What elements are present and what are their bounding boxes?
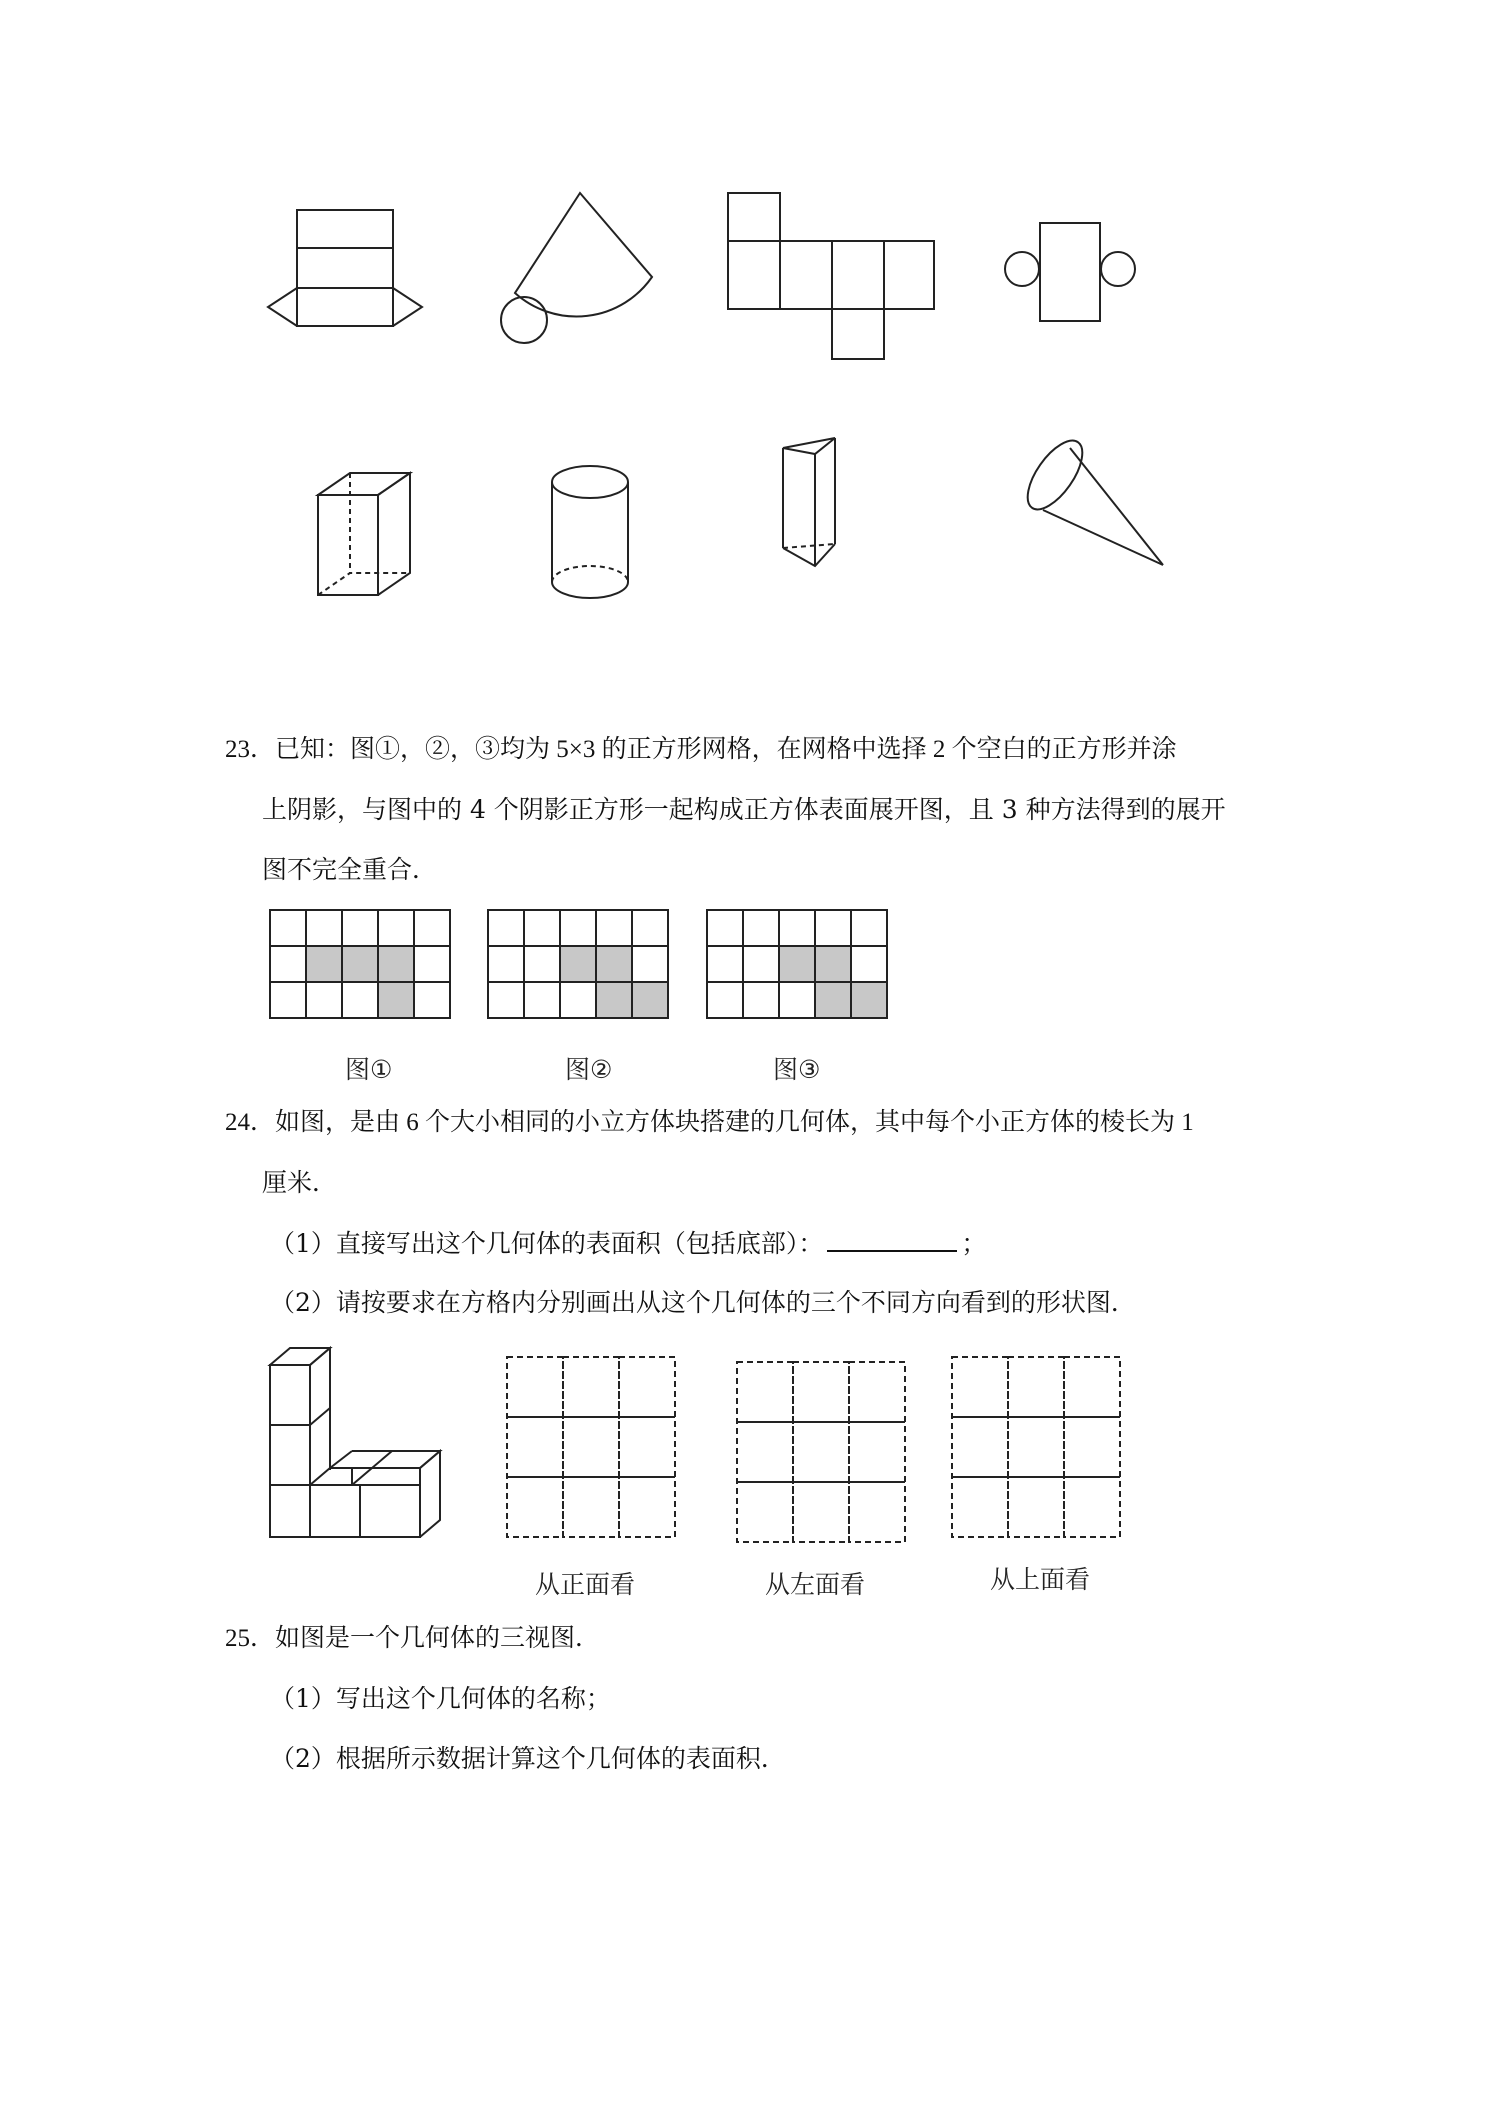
- view-grid-cell[interactable]: [563, 1477, 619, 1537]
- grid-cell[interactable]: [270, 982, 306, 1018]
- grid-cell[interactable]: [779, 910, 815, 946]
- grid-cell-shaded[interactable]: [378, 946, 414, 982]
- grid-cell[interactable]: [488, 946, 524, 982]
- grid-cell[interactable]: [707, 946, 743, 982]
- net-cone: [490, 185, 670, 345]
- view-grid-cell[interactable]: [1064, 1477, 1120, 1537]
- grid-cell[interactable]: [743, 946, 779, 982]
- q23-grid-2: [486, 908, 672, 1022]
- grid-cell[interactable]: [560, 910, 596, 946]
- view-grid-cell[interactable]: [737, 1362, 793, 1422]
- solid-triangular-prism: [775, 430, 855, 600]
- grid-cell-shaded[interactable]: [596, 946, 632, 982]
- view-grid-cell[interactable]: [737, 1482, 793, 1542]
- q24-view-grid-top[interactable]: [950, 1355, 1124, 1539]
- view-grid-cell[interactable]: [619, 1417, 675, 1477]
- view-grid-cell[interactable]: [563, 1417, 619, 1477]
- net-triangular-prism: [260, 200, 430, 340]
- grid-cell[interactable]: [632, 946, 668, 982]
- q23-grid-3: [705, 908, 891, 1022]
- q23-line3: 图不完全重合．: [262, 855, 438, 884]
- q23-line2: 上阴影，与图中的 4 个阴影正方形一起构成正方体表面展开图，且 3 种方法得到的展开: [262, 795, 1226, 824]
- q23-grid-1: [268, 908, 454, 1022]
- view-grid-cell[interactable]: [1064, 1357, 1120, 1417]
- view-grid-cell[interactable]: [952, 1477, 1008, 1537]
- grid-cell-shaded[interactable]: [779, 946, 815, 982]
- q24-view-caption-front: 从正面看: [535, 1570, 636, 1599]
- q23-caption-2: 图②: [565, 1055, 613, 1084]
- grid-cell[interactable]: [306, 910, 342, 946]
- grid-cell[interactable]: [524, 910, 560, 946]
- grid-cell[interactable]: [815, 910, 851, 946]
- grid-cell[interactable]: [414, 982, 450, 1018]
- q24-sub1: [270, 1228, 986, 1259]
- q24-cube-assembly: [262, 1340, 452, 1540]
- q24-line1: 24．如图，是由 6 个大小相同的小立方体块搭建的几何体，其中每个小正方体的棱长为 1: [225, 1109, 1194, 1136]
- grid-cell[interactable]: [378, 910, 414, 946]
- grid-cell[interactable]: [342, 910, 378, 946]
- grid-cell[interactable]: [414, 910, 450, 946]
- view-grid-cell[interactable]: [1064, 1417, 1120, 1477]
- view-grid-cell[interactable]: [849, 1482, 905, 1542]
- grid-cell[interactable]: [707, 910, 743, 946]
- grid-cell[interactable]: [270, 946, 306, 982]
- grid-cell-shaded[interactable]: [632, 982, 668, 1018]
- view-grid-cell[interactable]: [849, 1422, 905, 1482]
- q24-view-caption-top: 从上面看: [990, 1565, 1091, 1594]
- grid-cell-shaded[interactable]: [306, 946, 342, 982]
- grid-cell[interactable]: [851, 910, 887, 946]
- view-grid-cell[interactable]: [793, 1482, 849, 1542]
- q25-line1: 25．如图是一个几何体的三视图．: [225, 1625, 601, 1652]
- q23-line1: 23．已知：图①，②，③均为 5×3 的正方形网格，在网格中选择 2 个空白的正方形并涂: [225, 736, 1177, 763]
- view-grid-cell[interactable]: [952, 1417, 1008, 1477]
- view-grid-cell[interactable]: [952, 1357, 1008, 1417]
- grid-cell-shaded[interactable]: [596, 982, 632, 1018]
- view-grid-cell[interactable]: [507, 1477, 563, 1537]
- grid-cell[interactable]: [851, 946, 887, 982]
- grid-cell[interactable]: [488, 910, 524, 946]
- view-grid-cell[interactable]: [563, 1357, 619, 1417]
- grid-cell-shaded[interactable]: [815, 946, 851, 982]
- q24-sub2: （2）请按要求在方格内分别画出从这个几何体的三个不同方向看到的形状图．: [270, 1288, 1136, 1317]
- grid-cell-shaded[interactable]: [342, 946, 378, 982]
- view-grid-cell[interactable]: [737, 1422, 793, 1482]
- q24-view-caption-left: 从左面看: [765, 1570, 866, 1599]
- solid-cuboid: [310, 465, 440, 605]
- q25-sub1: （1）写出这个几何体的名称；: [270, 1684, 611, 1713]
- view-grid-cell[interactable]: [619, 1477, 675, 1537]
- q23-caption-1: 图①: [345, 1055, 393, 1084]
- view-grid-cell[interactable]: [849, 1362, 905, 1422]
- view-grid-cell[interactable]: [507, 1417, 563, 1477]
- grid-cell[interactable]: [707, 982, 743, 1018]
- q24-view-grid-left[interactable]: [735, 1360, 909, 1544]
- net-cylinder: [1000, 215, 1150, 325]
- solid-cone: [1015, 430, 1175, 580]
- grid-cell[interactable]: [779, 982, 815, 1018]
- grid-cell[interactable]: [560, 982, 596, 1018]
- q24-sub1-prefix: （1）直接写出这个几何体的表面积（包括底部）：: [270, 1229, 824, 1258]
- view-grid-cell[interactable]: [1008, 1417, 1064, 1477]
- q25-sub2: （2）根据所示数据计算这个几何体的表面积．: [270, 1744, 786, 1773]
- q24-answer-blank[interactable]: [827, 1228, 957, 1252]
- grid-cell-shaded[interactable]: [815, 982, 851, 1018]
- view-grid-cell[interactable]: [1008, 1357, 1064, 1417]
- grid-cell[interactable]: [596, 910, 632, 946]
- q24-view-grid-front[interactable]: [505, 1355, 679, 1539]
- grid-cell[interactable]: [524, 982, 560, 1018]
- grid-cell[interactable]: [524, 946, 560, 982]
- solid-cylinder: [540, 460, 640, 610]
- grid-cell-shaded[interactable]: [560, 946, 596, 982]
- grid-cell-shaded[interactable]: [851, 982, 887, 1018]
- view-grid-cell[interactable]: [619, 1357, 675, 1417]
- grid-cell[interactable]: [342, 982, 378, 1018]
- grid-cell[interactable]: [743, 982, 779, 1018]
- grid-cell[interactable]: [414, 946, 450, 982]
- q24-line2: 厘米．: [262, 1168, 338, 1197]
- q24-sub1-suffix: ；: [961, 1229, 987, 1258]
- grid-cell[interactable]: [632, 910, 668, 946]
- q23-caption-3: 图③: [773, 1055, 821, 1084]
- grid-cell[interactable]: [743, 910, 779, 946]
- grid-cell[interactable]: [488, 982, 524, 1018]
- view-grid-cell[interactable]: [507, 1357, 563, 1417]
- net-cube: [720, 185, 940, 355]
- grid-cell[interactable]: [270, 910, 306, 946]
- grid-cell-shaded[interactable]: [378, 982, 414, 1018]
- view-grid-cell[interactable]: [1008, 1477, 1064, 1537]
- grid-cell[interactable]: [306, 982, 342, 1018]
- view-grid-cell[interactable]: [793, 1362, 849, 1422]
- view-grid-cell[interactable]: [793, 1422, 849, 1482]
